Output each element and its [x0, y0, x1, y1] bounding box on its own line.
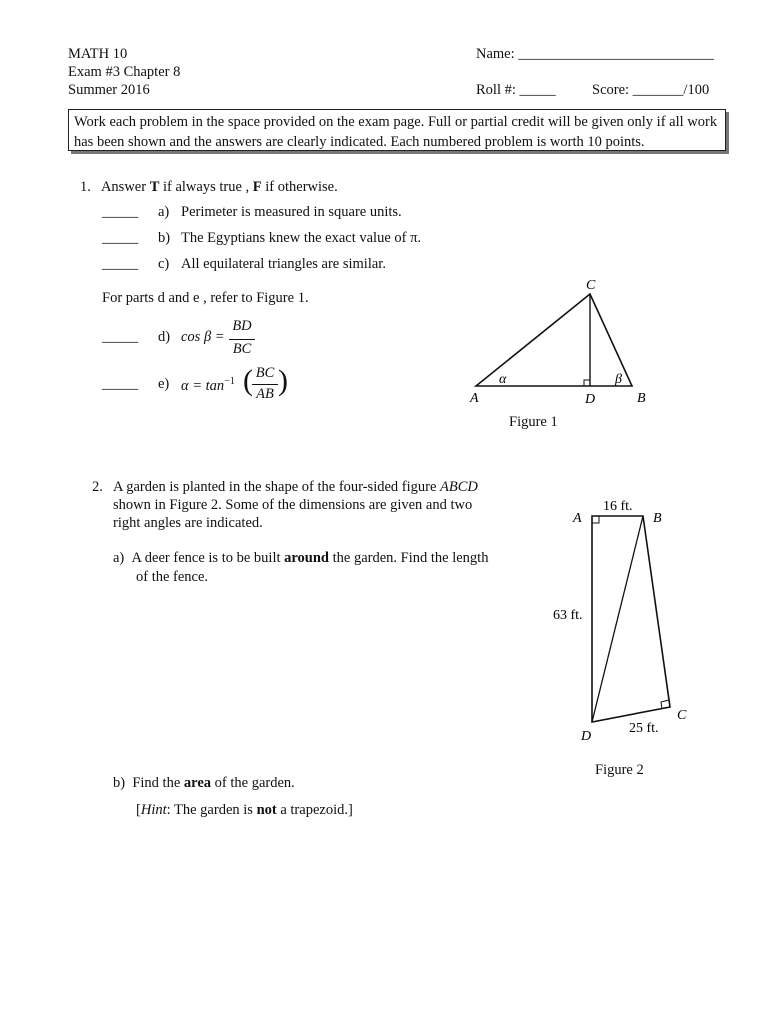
alpha-equation	[181, 376, 235, 395]
diagonal-bd	[592, 516, 643, 722]
problem-number: 1.	[80, 179, 91, 195]
intro-text: A garden is planted in the shape of the four-sided figure	[112, 479, 441, 495]
exam-title: Exam #3 Chapter 8	[68, 64, 181, 80]
part-label: a)	[113, 550, 125, 566]
part-b-text: The Egyptians knew the exact value of π.	[181, 230, 422, 246]
part-text: A deer fence is to be built	[131, 550, 285, 566]
right-paren: )	[278, 364, 288, 397]
fraction-numerator: BD	[232, 318, 252, 334]
problem-1-intro	[80, 179, 338, 196]
vertex-d: D	[581, 729, 592, 744]
roll-field[interactable]: Roll #: _____	[476, 82, 556, 98]
figure-name: ABCD	[440, 479, 478, 495]
false-letter: F	[252, 179, 262, 195]
cos-beta: cos β =	[181, 329, 225, 345]
problem-2-line-2: shown in Figure 2. Some of the dimensions are given and two	[113, 497, 473, 513]
hint	[136, 802, 353, 819]
part-a-text: Perimeter is measured in square units.	[181, 204, 402, 220]
angle-alpha: α	[499, 372, 507, 387]
term: Summer 2016	[68, 82, 150, 98]
quadrilateral-abcd	[592, 516, 670, 722]
part-text: Find the	[132, 775, 184, 791]
alpha-lhs: α = tan	[181, 377, 225, 394]
part-2a-line-1	[113, 550, 488, 567]
dimension-bottom: 25 ft.	[629, 721, 659, 736]
fraction-bar	[252, 384, 278, 385]
course-title: MATH 10	[68, 46, 128, 62]
part-label: b)	[158, 230, 171, 246]
part-label: b)	[113, 775, 126, 791]
hint-text: a trapezoid.]	[276, 802, 353, 818]
intro-text: Answer	[100, 179, 150, 195]
part-2b-line-1	[113, 775, 295, 792]
refer-text: For parts d and e , refer to Figure 1.	[102, 290, 309, 306]
blank-b[interactable]: _____	[102, 230, 139, 246]
bold-word: area	[183, 775, 212, 791]
bold-word: around	[284, 550, 329, 566]
vertex-d: D	[585, 392, 596, 407]
angle-beta: β	[615, 372, 622, 387]
score-field: Score: _______/100	[592, 82, 710, 98]
intro-text: if always true ,	[159, 179, 253, 195]
bold-word: not	[256, 802, 277, 818]
fraction-numerator: BC	[255, 365, 275, 381]
vertex-b: B	[637, 391, 646, 406]
blank-d[interactable]: _____	[102, 329, 139, 345]
problem-number: 2.	[92, 479, 103, 495]
left-paren: (	[243, 364, 253, 397]
part-label: c)	[158, 256, 170, 272]
hint-text: : The garden is	[166, 802, 257, 818]
figure-1-triangle	[460, 272, 660, 412]
name-field[interactable]: Name: ___________________________	[476, 46, 715, 62]
fraction-bar	[229, 339, 255, 340]
part-label: d)	[158, 329, 171, 345]
problem-2-line-3: right angles are indicated.	[113, 515, 263, 531]
inverse-exponent: −1	[224, 376, 235, 387]
dimension-left: 63 ft.	[553, 608, 583, 623]
dimension-top: 16 ft.	[603, 499, 633, 514]
figure-1-caption: Figure 1	[509, 414, 558, 430]
fraction-denominator: BC	[232, 341, 252, 357]
blank-c[interactable]: _____	[102, 256, 139, 272]
part-label: e)	[158, 376, 170, 392]
fraction-denominator: AB	[256, 386, 274, 402]
blank-e[interactable]: _____	[102, 376, 139, 392]
intro-text: if otherwise.	[261, 179, 338, 195]
blank-a[interactable]: _____	[102, 204, 139, 220]
problem-2-line-1	[92, 479, 478, 496]
part-text: the garden. Find the length	[329, 550, 489, 566]
vertex-c: C	[586, 278, 596, 293]
figure-2-caption: Figure 2	[595, 762, 644, 778]
right-angle-mark	[584, 380, 590, 386]
part-c-text: All equilateral triangles are similar.	[181, 256, 386, 272]
instructions-box: Work each problem in the space provided on the exam page. Full or partial credit will be given only if all work has been shown and the answers are clearly indicated. Each numbered problem is worth 10 points.	[68, 109, 726, 151]
part-label: a)	[158, 204, 170, 220]
vertex-c: C	[677, 708, 687, 723]
part-text: of the garden.	[211, 775, 295, 791]
true-letter: T	[149, 179, 160, 195]
figure-2-garden	[540, 490, 710, 755]
hint-word: Hint	[140, 802, 167, 818]
hint-text: [	[136, 802, 141, 818]
vertex-b: B	[653, 511, 662, 526]
part-2a-line-2: of the fence.	[136, 569, 209, 585]
vertex-a: A	[573, 511, 582, 526]
right-angle-mark-a	[592, 516, 599, 523]
vertex-a: A	[470, 391, 479, 406]
